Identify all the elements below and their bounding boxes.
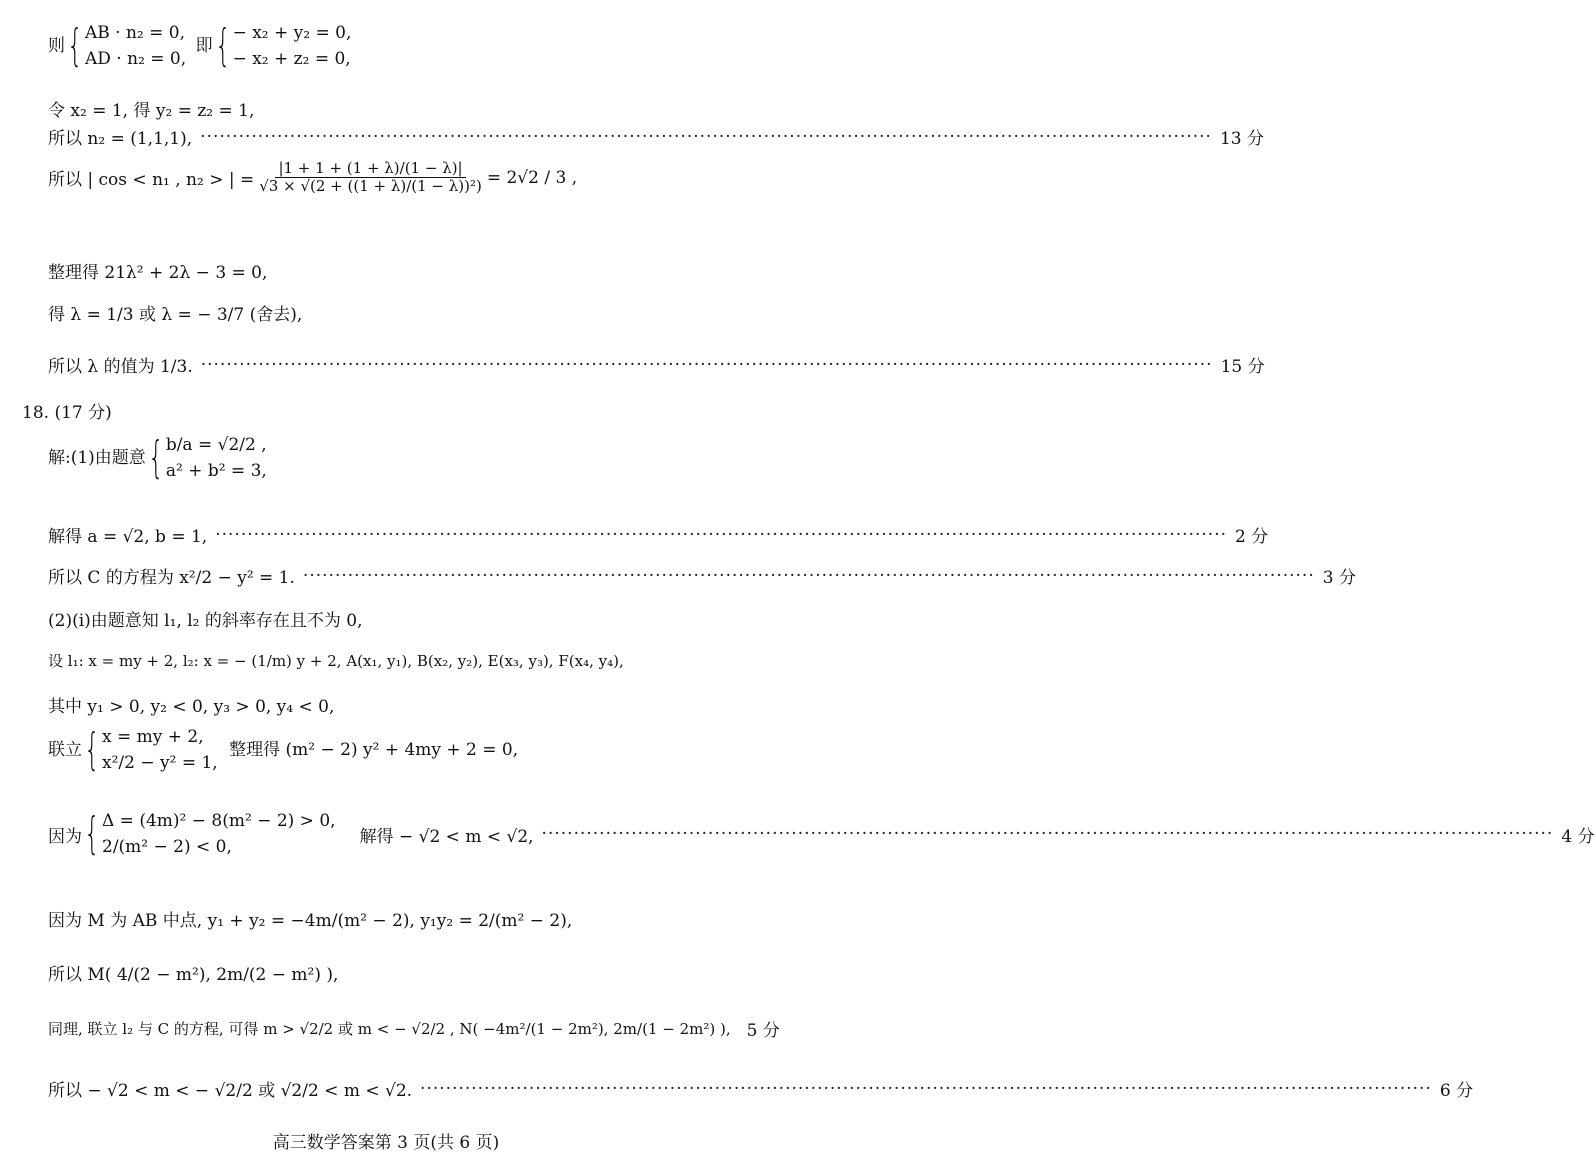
- text-line: 因为 M 为 AB 中点, y₁ + y₂ = −4m/(m² − 2), y₁y₂ = 2/(m² − 2),: [48, 911, 573, 931]
- scored-line: [48, 124, 1265, 149]
- line-prefix: 则: [48, 35, 65, 56]
- line-text: 解得 a = √2, b = 1,: [48, 527, 208, 547]
- score: 5 分: [746, 1021, 780, 1041]
- line-prefix: 联立: [48, 739, 82, 760]
- text-line: (2)(ⅰ)由题意知 l₁, l₂ 的斜率存在且不为 0,: [48, 611, 363, 631]
- scored-line: [48, 1016, 780, 1041]
- line-text: 所以 λ 的值为 1/3.: [48, 357, 193, 377]
- text-line: 所以 M( 4/(2 − m²), 2m/(2 − m²) ),: [48, 965, 339, 985]
- discriminant-line: 因为 { Δ = (4m)² − 8(m² − 2) > 0, 2/(m² − 2) < 0, 解得 − √2 < m < √2, ····· 4 分: [48, 808, 754, 861]
- fraction-numerator: |1 + 1 + (1 + λ)/(1 − λ)|: [275, 160, 465, 178]
- line-text: 所以 − √2 < m < − √2/2 或 √2/2 < m < √2.: [48, 1081, 413, 1101]
- page-footer: 高三数学答案第 3 页(共 6 页): [272, 1133, 500, 1153]
- text-line: 其中 y₁ > 0, y₂ < 0, y₃ > 0, y₄ < 0,: [48, 697, 335, 717]
- leader-dots: [201, 355, 1213, 375]
- equation: x²/2 − y² = 1,: [102, 753, 218, 774]
- line-connector: 即: [195, 35, 213, 56]
- equation: Δ = (4m)² − 8(m² − 2) > 0,: [102, 811, 336, 831]
- line-text: 解得 − √2 < m < √2,: [359, 826, 534, 847]
- line-text: = 2√2 / 3 ,: [486, 167, 578, 188]
- equation: AB · n₂ = 0,: [85, 23, 186, 43]
- score: 15 分: [1220, 357, 1265, 377]
- scored-line: [48, 563, 1356, 588]
- scored-line: [48, 522, 1269, 547]
- question-heading: 18. (17 分): [22, 403, 112, 423]
- score: 13 分: [1219, 129, 1265, 149]
- leader-dots: [303, 566, 1315, 586]
- leader-dots: [420, 1079, 1432, 1099]
- equation: − x₂ + y₂ = 0,: [232, 23, 352, 43]
- line-prefix: 因为: [48, 826, 82, 847]
- scored-line: [48, 1076, 1474, 1101]
- score: 4 分: [1561, 826, 1595, 847]
- text-line: 整理得 21λ² + 2λ − 3 = 0,: [48, 263, 268, 283]
- line-prefix: 解:(1)由题意: [48, 447, 146, 468]
- equation: − x₂ + z₂ = 0,: [232, 49, 351, 70]
- score: 2 分: [1235, 527, 1269, 547]
- line-text: 所以 C 的方程为 x²/2 − y² = 1.: [48, 568, 295, 588]
- leader-dots: [542, 824, 1554, 844]
- line-text: 同理, 联立 l₂ 与 C 的方程, 可得 m > √2/2 或 m < − √2/2 , N( −4m²/(1 − 2m²), 2m/(1 − 2m²) ),: [48, 1020, 731, 1038]
- equation: b/a = √2/2 ,: [165, 435, 267, 455]
- equation: AD · n₂ = 0,: [85, 49, 187, 70]
- cosine-line: [48, 160, 754, 196]
- equation: x = my + 2,: [102, 727, 204, 747]
- leader-dots: [215, 525, 1227, 545]
- line-text: 所以 n₂ = (1,1,1),: [48, 129, 193, 149]
- text-line: 得 λ = 1/3 或 λ = − 3/7 (舍去),: [48, 305, 303, 325]
- equation: a² + b² = 3,: [165, 461, 267, 482]
- text-line: 令 x₂ = 1, 得 y₂ = z₂ = 1,: [48, 101, 255, 121]
- text-line: 设 l₁: x = my + 2, l₂: x = − (1/m) y + 2, A(x₁, y₁), B(x₂, y₂), E(x₃, y₃), F(x₄, y₄),: [48, 652, 624, 670]
- line-text: 所以 | cos < n₁ , n₂ > | =: [48, 170, 255, 191]
- equation: 2/(m² − 2) < 0,: [102, 837, 232, 858]
- combine-system-line: 联立{ x = my + 2, x²/2 − y² = 1, 整理得 (m² − 2) y² + 4my + 2 = 0,: [48, 724, 519, 776]
- leader-dots: [200, 127, 1212, 147]
- given-system-line: 解:(1)由题意{ b/a = √2/2 , a² + b² = 3,: [48, 432, 267, 484]
- score: 6 分: [1439, 1081, 1474, 1101]
- line-text: 整理得 (m² − 2) y² + 4my + 2 = 0,: [229, 739, 519, 760]
- vector-system-line: 则{ AB · n₂ = 0, AD · n₂ = 0, 即{ − x₂ + y₂ = 0, − x₂ + z₂ = 0,: [48, 20, 352, 72]
- scored-line: [48, 352, 1265, 377]
- fraction-denominator: √3 × √(2 + ((1 + λ)/(1 − λ))²): [259, 177, 482, 196]
- score: 3 分: [1322, 568, 1356, 588]
